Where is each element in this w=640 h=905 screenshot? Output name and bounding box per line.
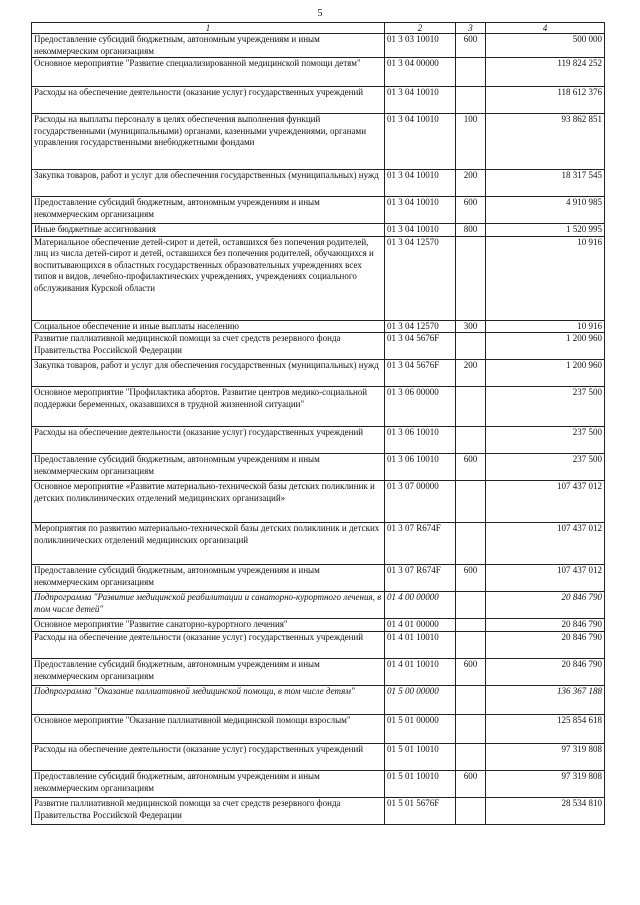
row-amount: 93 862 851 <box>486 114 605 170</box>
row-code: 01 4 01 10010 <box>385 632 456 659</box>
row-name: Предоставление субсидий бюджетным, автономным учреждениям и иным некоммерческим организациям <box>32 565 385 592</box>
row-expense-type: 200 <box>456 360 486 387</box>
table-row <box>32 632 605 659</box>
table-row <box>32 715 605 744</box>
row-code: 01 3 04 10010 <box>385 170 456 197</box>
row-code: 01 4 00 00000 <box>385 592 456 619</box>
row-expense-type <box>456 523 486 565</box>
row-expense-type <box>456 236 486 320</box>
row-amount: 500 000 <box>486 34 605 58</box>
column-header-2: 2 <box>385 23 456 34</box>
row-amount: 4 910 985 <box>486 197 605 224</box>
row-amount: 107 437 012 <box>486 565 605 592</box>
row-name: Мероприятия по развитию материально-технической базы детских поликлиник и детских поликлинических отделений медицинских организаций <box>32 523 385 565</box>
row-name: Развитие паллиативной медицинской помощи за счет средств резервного фонда Правительства Российской Федерации <box>32 798 385 825</box>
row-expense-type: 800 <box>456 224 486 237</box>
row-amount: 20 846 790 <box>486 632 605 659</box>
row-code: 01 3 04 10010 <box>385 87 456 114</box>
table-row <box>32 224 605 237</box>
row-expense-type: 600 <box>456 197 486 224</box>
row-amount: 1 200 960 <box>486 360 605 387</box>
table-row <box>32 387 605 427</box>
table-row <box>32 360 605 387</box>
table-header-row <box>32 23 605 34</box>
row-amount: 97 319 808 <box>486 771 605 798</box>
row-code: 01 3 04 5676F <box>385 333 456 360</box>
row-name: Материальное обеспечение детей-сирот и детей, оставшихся без попечения родителей, лиц из числа детей-сирот и детей, оставшихся без попечения родителей, обучающихся и воспитывающихся в областных государственных образовательных учреждениях всех типов и видов, лечебно-профилактических учреждениях, учреждениях социального обслуживания Курской области <box>32 236 385 320</box>
table-row <box>32 197 605 224</box>
row-expense-type: 300 <box>456 320 486 333</box>
row-amount: 97 319 808 <box>486 744 605 771</box>
table-row <box>32 170 605 197</box>
table-row <box>32 592 605 619</box>
row-expense-type <box>456 619 486 632</box>
table-row <box>32 333 605 360</box>
table-row <box>32 236 605 320</box>
row-name: Основное мероприятие "Развитие специализированной медицинской помощи детям" <box>32 58 385 87</box>
row-code: 01 3 04 10010 <box>385 114 456 170</box>
row-code: 01 5 01 00000 <box>385 715 456 744</box>
row-name: Основное мероприятие "Оказание паллиативной медицинской помощи взрослым" <box>32 715 385 744</box>
row-name: Подпрограмма "Оказание паллиативной медицинской помощи, в том числе детям" <box>32 686 385 715</box>
column-header-4: 4 <box>486 23 605 34</box>
table-row <box>32 798 605 825</box>
row-name: Предоставление субсидий бюджетным, автономным учреждениям и иным некоммерческим организациям <box>32 34 385 58</box>
row-code: 01 3 03 10010 <box>385 34 456 58</box>
row-expense-type: 600 <box>456 454 486 481</box>
row-name: Предоставление субсидий бюджетным, автономным учреждениям и иным некоммерческим организациям <box>32 659 385 686</box>
table-row <box>32 686 605 715</box>
row-amount: 237 500 <box>486 387 605 427</box>
row-code: 01 3 06 10010 <box>385 454 456 481</box>
table-row <box>32 454 605 481</box>
row-amount: 10 916 <box>486 236 605 320</box>
row-name: Закупка товаров, работ и услуг для обеспечения государственных (муниципальных) нужд <box>32 170 385 197</box>
row-expense-type: 200 <box>456 170 486 197</box>
row-name: Основное мероприятие "Профилактика абортов. Развитие центров медико-социальной поддержки беременных, оказавшихся в трудной жизненной ситуации" <box>32 387 385 427</box>
row-code: 01 3 07 00000 <box>385 481 456 523</box>
table-row <box>32 619 605 632</box>
row-name: Расходы на обеспечение деятельности (оказание услуг) государственных учреждений <box>32 632 385 659</box>
row-code: 01 3 07 R674F <box>385 565 456 592</box>
row-expense-type <box>456 387 486 427</box>
row-amount: 20 846 790 <box>486 619 605 632</box>
row-code: 01 3 06 10010 <box>385 427 456 454</box>
table-row <box>32 34 605 58</box>
table-row <box>32 114 605 170</box>
row-expense-type <box>456 798 486 825</box>
table-row <box>32 659 605 686</box>
row-name: Основное мероприятие "Развитие санаторно-курортного лечения" <box>32 619 385 632</box>
table-row <box>32 565 605 592</box>
row-amount: 136 367 188 <box>486 686 605 715</box>
row-expense-type <box>456 58 486 87</box>
table-row <box>32 87 605 114</box>
row-expense-type <box>456 592 486 619</box>
row-name: Расходы на обеспечение деятельности (оказание услуг) государственных учреждений <box>32 744 385 771</box>
column-header-1: 1 <box>32 23 385 34</box>
row-code: 01 3 04 12570 <box>385 320 456 333</box>
row-name: Развитие паллиативной медицинской помощи за счет средств резервного фонда Правительства Российской Федерации <box>32 333 385 360</box>
table-row <box>32 744 605 771</box>
row-code: 01 4 01 10010 <box>385 659 456 686</box>
row-expense-type: 600 <box>456 34 486 58</box>
row-amount: 20 846 790 <box>486 659 605 686</box>
table-row <box>32 427 605 454</box>
column-header-3: 3 <box>456 23 486 34</box>
row-expense-type <box>456 715 486 744</box>
row-amount: 119 824 252 <box>486 58 605 87</box>
row-expense-type <box>456 427 486 454</box>
row-amount: 10 916 <box>486 320 605 333</box>
table-row <box>32 523 605 565</box>
row-amount: 1 200 960 <box>486 333 605 360</box>
row-code: 01 5 01 5676F <box>385 798 456 825</box>
page-number: 5 <box>317 8 323 19</box>
table-row <box>32 58 605 87</box>
row-name: Предоставление субсидий бюджетным, автономным учреждениям и иным некоммерческим организациям <box>32 197 385 224</box>
row-code: 01 3 04 00000 <box>385 58 456 87</box>
row-code: 01 5 00 00000 <box>385 686 456 715</box>
row-code: 01 5 01 10010 <box>385 744 456 771</box>
budget-table <box>31 22 605 825</box>
row-code: 01 3 04 12570 <box>385 236 456 320</box>
row-name: Иные бюджетные ассигнования <box>32 224 385 237</box>
row-name: Основное мероприятие «Развитие материально-технической базы детских поликлиник и детских поликлинических отделений медицинских организаций» <box>32 481 385 523</box>
row-expense-type <box>456 481 486 523</box>
row-amount: 107 437 012 <box>486 481 605 523</box>
row-expense-type: 600 <box>456 771 486 798</box>
row-name: Расходы на выплаты персоналу в целях обеспечения выполнения функций государственными (муниципальными) органами, казенными учреждениями, органами управления государственными внебюджетными фондами <box>32 114 385 170</box>
row-amount: 1 520 995 <box>486 224 605 237</box>
row-amount: 237 500 <box>486 454 605 481</box>
row-code: 01 5 01 10010 <box>385 771 456 798</box>
row-amount: 107 437 012 <box>486 523 605 565</box>
row-amount: 20 846 790 <box>486 592 605 619</box>
row-code: 01 3 06 00000 <box>385 387 456 427</box>
row-expense-type <box>456 333 486 360</box>
row-name: Подпрограмма "Развитие медицинской реабилитации и санаторно-курортного лечения, в том числе детей" <box>32 592 385 619</box>
row-amount: 118 612 376 <box>486 87 605 114</box>
row-name: Социальное обеспечение и иные выплаты населению <box>32 320 385 333</box>
table-row <box>32 771 605 798</box>
table-row <box>32 320 605 333</box>
table-body <box>32 34 605 825</box>
row-code: 01 3 04 10010 <box>385 224 456 237</box>
row-code: 01 3 07 R674F <box>385 523 456 565</box>
row-expense-type <box>456 744 486 771</box>
row-name: Расходы на обеспечение деятельности (оказание услуг) государственных учреждений <box>32 87 385 114</box>
row-code: 01 3 04 10010 <box>385 197 456 224</box>
row-amount: 125 854 618 <box>486 715 605 744</box>
table-row <box>32 481 605 523</box>
row-code: 01 3 04 5676F <box>385 360 456 387</box>
row-expense-type: 600 <box>456 565 486 592</box>
row-name: Предоставление субсидий бюджетным, автономным учреждениям и иным некоммерческим организациям <box>32 771 385 798</box>
row-expense-type <box>456 686 486 715</box>
row-expense-type <box>456 87 486 114</box>
row-name: Расходы на обеспечение деятельности (оказание услуг) государственных учреждений <box>32 427 385 454</box>
row-expense-type <box>456 632 486 659</box>
row-name: Предоставление субсидий бюджетным, автономным учреждениям и иным некоммерческим организациям <box>32 454 385 481</box>
row-amount: 28 534 810 <box>486 798 605 825</box>
row-expense-type: 600 <box>456 659 486 686</box>
row-amount: 237 500 <box>486 427 605 454</box>
row-name: Закупка товаров, работ и услуг для обеспечения государственных (муниципальных) нужд <box>32 360 385 387</box>
row-expense-type: 100 <box>456 114 486 170</box>
row-amount: 18 317 545 <box>486 170 605 197</box>
row-code: 01 4 01 00000 <box>385 619 456 632</box>
